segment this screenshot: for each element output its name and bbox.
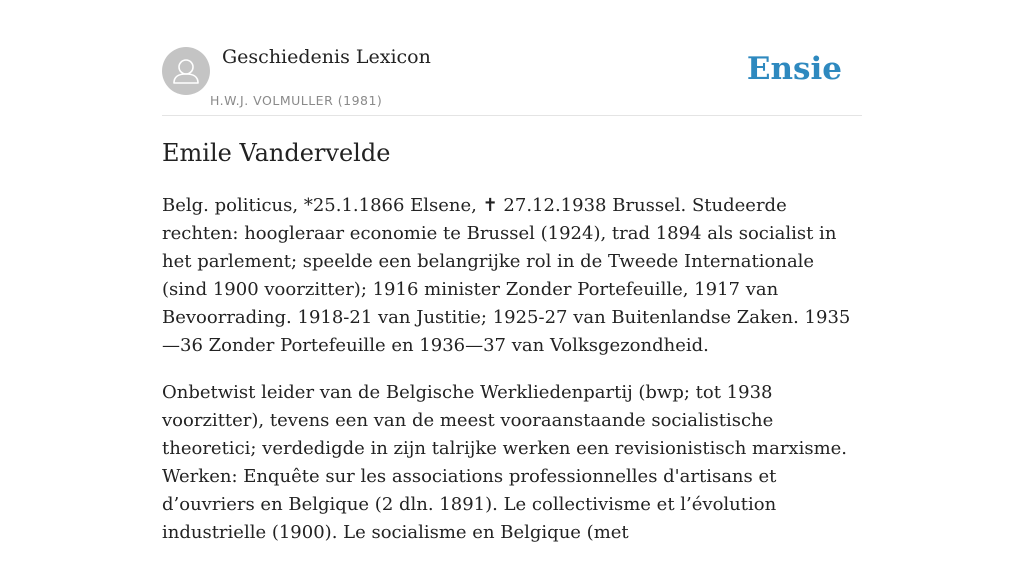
author-name[interactable]: H.W.J. VOLMULLER (1981): [210, 93, 383, 108]
article-paragraph: Belg. politicus, *25.1.1866 Elsene, ✝ 27.12.1938 Brussel. Studeerde rechten: hoogleraar economie te Brussel (1924), trad 1894 als socialist in het parlement; speelde een belangrijke rol in de Tweede Internationale (sind 1900 voorzitter); 1916 minister Zonder Portefeuille, 1917 van Bevoorrading. 1918-21 van Justitie; 1925-27 van Buitenlandse Zaken. 1935—36 Zonder Portefeuille en 1936—37 van Volksgezondheid.: [162, 195, 851, 356]
article-title: Emile Vandervelde: [162, 139, 391, 167]
user-icon: [162, 47, 210, 95]
article-body: [162, 192, 862, 566]
brand-logo[interactable]: Ensie: [746, 51, 842, 87]
article-paragraph: Onbetwist leider van de Belgische Werkliedenpartij (bwp; tot 1938 voorzitter), tevens een van de meest vooraanstaande socialistische theoretici; verdedigde in zijn talrijke werken een revisionistisch marxisme. Werken: Enquête sur les associations professionnelles d'artisans et d’ouvriers en Belgique (2 dln. 1891). Le collectivisme et l’évolution industrielle (1900). Le socialisme en Belgique (met: [162, 382, 848, 543]
author-avatar[interactable]: [162, 47, 210, 95]
source-header: [162, 44, 862, 116]
source-title[interactable]: Geschiedenis Lexicon: [222, 46, 431, 68]
